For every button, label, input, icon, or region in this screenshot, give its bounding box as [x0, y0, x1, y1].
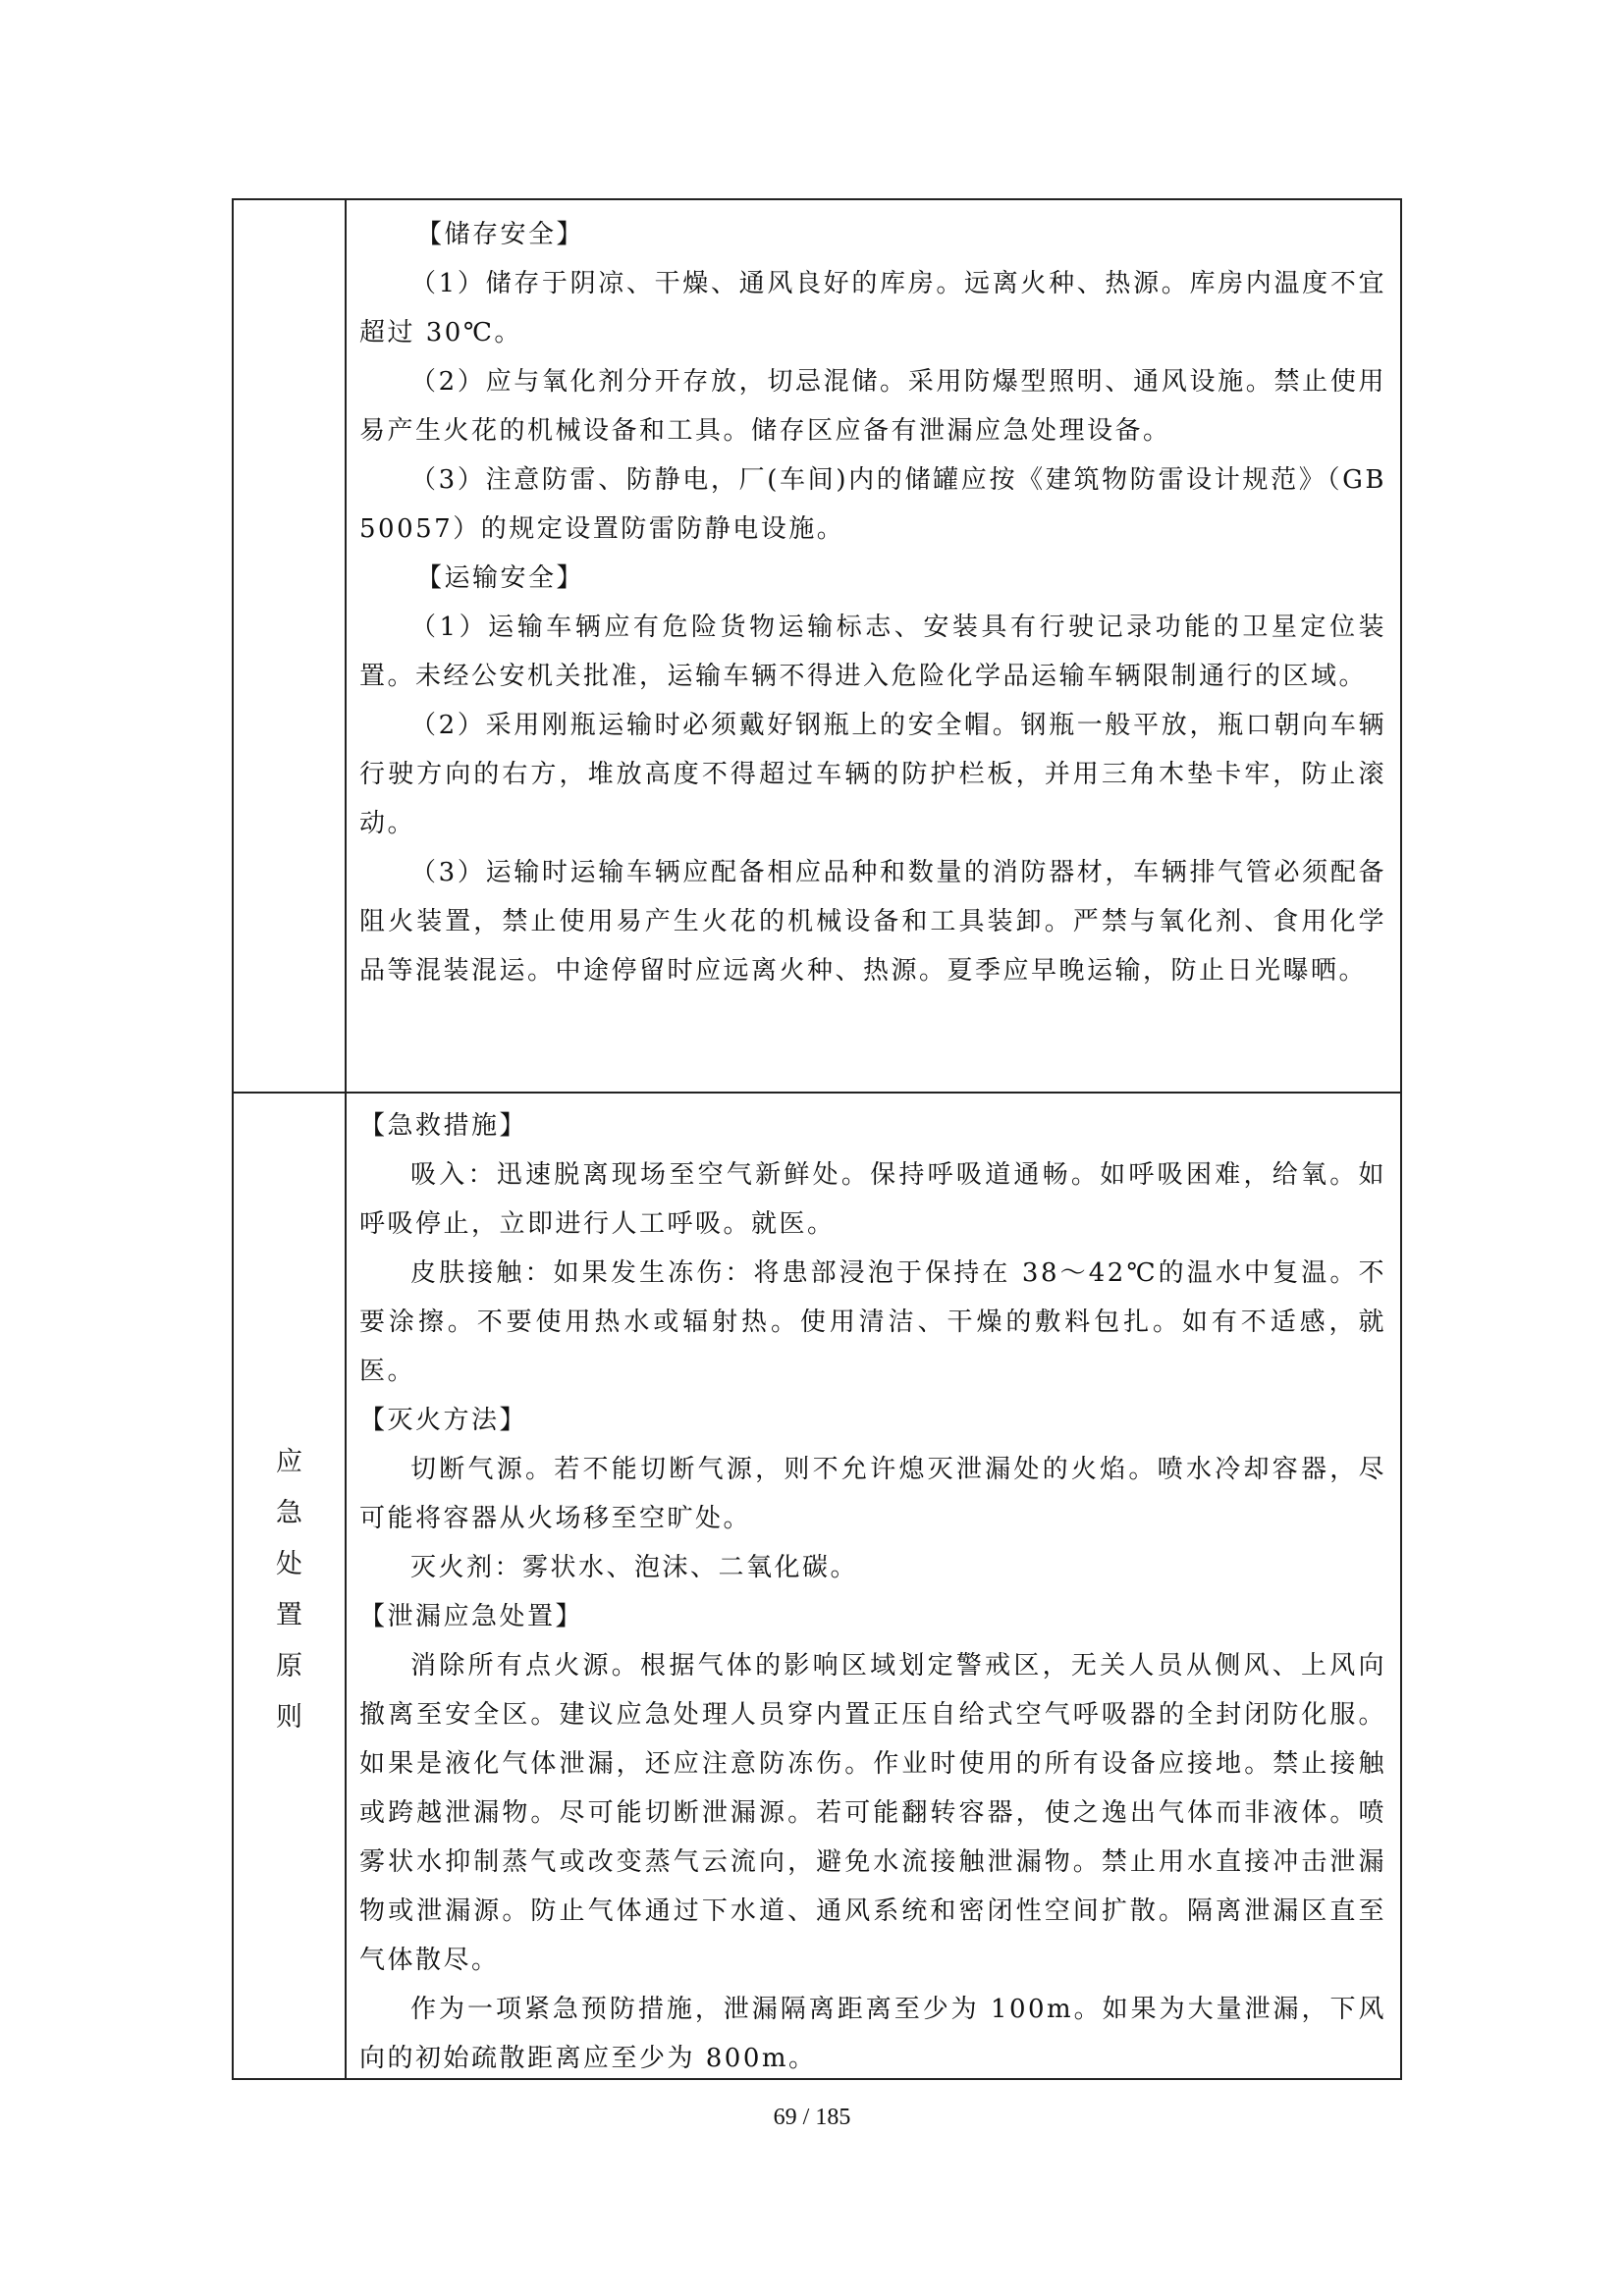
column-divider: [345, 200, 347, 2078]
safety-table: [232, 198, 1402, 2080]
leak-item: 作为一项紧急预防措施，泄漏隔离距离至少为 100m。如果为大量泄漏，下风向的初始疏散距离应至少为 800m。: [359, 1995, 1386, 2073]
storage-transport-cell: [359, 210, 1386, 995]
leak-item: 消除所有点火源。根据气体的影响区域划定警戒区，无关人员从侧风、上风向撤离至安全区。建议应急处理人员穿内置正压自给式空气呼吸器的全封闭防化服。如果是液化气体泄漏，还应注意防冻伤。作业时使用的所有设备应接地。禁止接触或跨越泄漏物。尽可能切断泄漏源。若可能翻转容器，使之逸出气体而非液体。喷雾状水抑制蒸气或改变蒸气云流向，避免水流接触泄漏物。禁止用水直接冲击泄漏物或泄漏源。防止气体通过下水道、通风系统和密闭性空间扩散。隔离泄漏区直至气体散尽。: [359, 1651, 1386, 1975]
storage-item: （1）储存于阴凉、干燥、通风良好的库房。远离火种、热源。库房内温度不宜超过 30℃。: [359, 269, 1386, 347]
transport-item: （2）采用刚瓶运输时必须戴好钢瓶上的安全帽。钢瓶一般平放，瓶口朝向车辆行驶方向的右方，堆放高度不得超过车辆的防护栏板，并用三角木垫卡牢，防止滚动。: [359, 711, 1386, 838]
page-number: 69 / 185: [773, 2105, 851, 2130]
label-char: 则: [276, 1702, 302, 1733]
emergency-principle-label: [234, 1437, 345, 1743]
first-aid-item: 皮肤接触：如果发生冻伤：将患部浸泡于保持在 38～42℃的温水中复温。不要涂擦。不要使用热水或辐射热。使用清洁、干燥的敷料包扎。如有不适感，就医。: [359, 1258, 1386, 1386]
first-aid-item: 吸入：迅速脱离现场至空气新鲜处。保持呼吸道通畅。如呼吸困难，给氧。如呼吸停止，立即进行人工呼吸。就医。: [359, 1160, 1386, 1239]
storage-heading: 【储存安全】: [416, 220, 585, 249]
transport-item: （1）运输车辆应有危险货物运输标志、安装具有行驶记录功能的卫星定位装置。未经公安机关批准，运输车辆不得进入危险化学品运输车辆限制通行的区域。: [359, 613, 1386, 691]
label-char: 急: [276, 1498, 302, 1528]
first-aid-heading: 【急救措施】: [359, 1111, 528, 1141]
row-divider: [234, 1092, 1400, 1094]
transport-item: （3）运输时运输车辆应配备相应品种和数量的消防器材，车辆排气管必须配备阻火装置，禁止使用易产生火花的机械设备和工具装卸。严禁与氧化剂、食用化学品等混装混运。中途停留时应远离火种、热源。夏季应早晚运输，防止日光曝晒。: [359, 858, 1386, 986]
label-char: 原: [276, 1651, 302, 1682]
firefighting-item: 切断气源。若不能切断气源，则不允许熄灭泄漏处的火焰。喷水冷却容器，尽可能将容器从火场移至空旷处。: [359, 1455, 1386, 1533]
label-char: 应: [276, 1447, 302, 1477]
storage-item: （2）应与氧化剂分开存放，切忌混储。采用防爆型照明、通风设施。禁止使用易产生火花的机械设备和工具。储存区应备有泄漏应急处理设备。: [359, 367, 1386, 446]
label-char: 置: [276, 1600, 302, 1630]
firefighting-heading: 【灭火方法】: [359, 1406, 528, 1435]
leak-heading: 【泄漏应急处置】: [359, 1602, 584, 1631]
storage-item: （3）注意防雷、防静电，厂(车间)内的储罐应按《建筑物防雷设计规范》（GB 50057）的规定设置防雷防静电设施。: [359, 465, 1386, 544]
firefighting-item: 灭火剂：雾状水、泡沫、二氧化碳。: [410, 1553, 859, 1582]
label-char: 处: [276, 1549, 302, 1579]
emergency-cell: [359, 1101, 1386, 2083]
transport-heading: 【运输安全】: [416, 563, 585, 593]
